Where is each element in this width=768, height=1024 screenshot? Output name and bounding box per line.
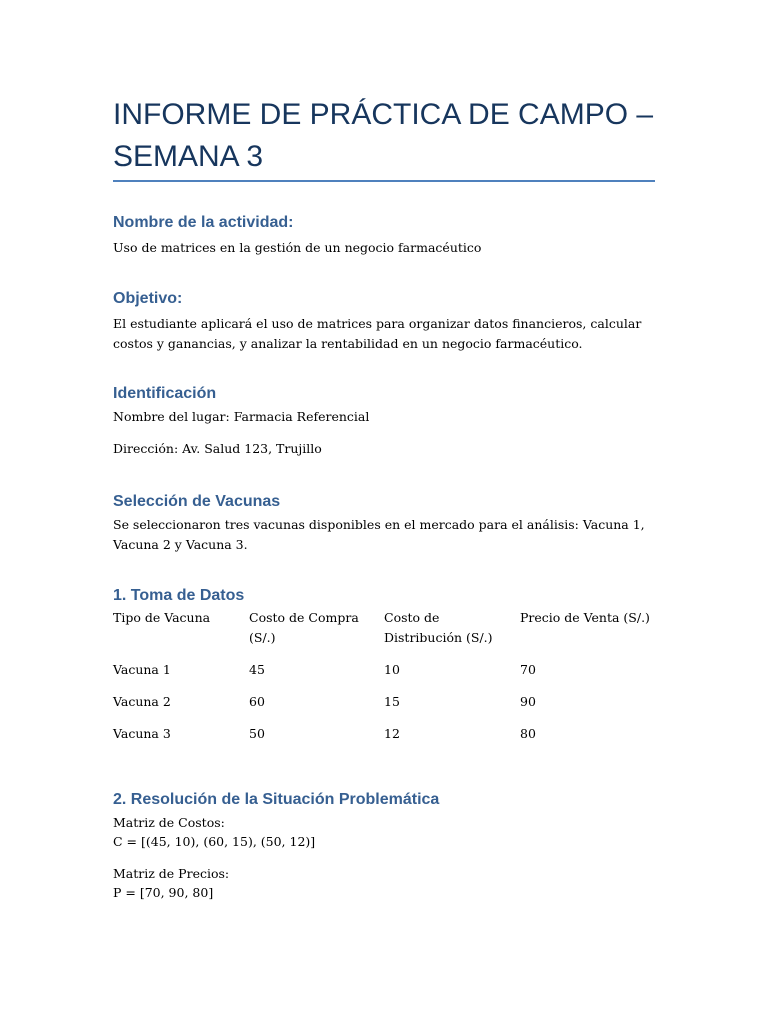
table-cell: 15 [384, 694, 400, 709]
table-cell: 70 [520, 662, 536, 677]
heading-toma-datos: 1. Toma de Datos [113, 587, 245, 604]
heading-objetivo: Objetivo: [113, 290, 183, 307]
text-actividad: Uso de matrices en la gestión de un negocio farmacéutico [113, 240, 482, 255]
table-cell: 90 [520, 694, 536, 709]
table-cell: 12 [384, 726, 400, 741]
table-cell: Vacuna 2 [113, 694, 171, 709]
table-header-cell: Costo de Distribución (S/.) [384, 610, 493, 645]
text-costos-value: C = [(45, 10), (60, 15), (50, 12)] [113, 834, 316, 849]
text-costos-label: Matriz de Costos: [113, 815, 225, 830]
heading-identificacion: Identificación [113, 385, 217, 402]
title-underline [113, 180, 655, 182]
heading-vacunas: Selección de Vacunas [113, 493, 281, 510]
text-lugar: Nombre del lugar: Farmacia Referencial [113, 409, 370, 424]
text-precios-value: P = [70, 90, 80] [113, 885, 214, 900]
table-cell: 50 [249, 726, 265, 741]
table-header-row [113, 608, 655, 660]
table-row [113, 724, 655, 756]
table-cell: Vacuna 3 [113, 726, 171, 741]
title-line-1: INFORME DE PRÁCTICA DE CAMPO – [113, 98, 654, 131]
table-cell: 80 [520, 726, 536, 741]
table-header-cell: Tipo de Vacuna [113, 610, 211, 625]
data-table [113, 608, 655, 756]
table-header-cell: Precio de Venta (S/.) [520, 610, 650, 625]
table-cell: Vacuna 1 [113, 662, 171, 677]
table-row [113, 660, 655, 692]
heading-resolucion: 2. Resolución de la Situación Problemática [113, 791, 440, 808]
text-vacunas: Se seleccionaron tres vacunas disponibles en el mercado para el análisis: Vacuna 1, Vacuna 2 y Vacuna 3. [113, 517, 645, 552]
table-cell: 10 [384, 662, 400, 677]
title-line-2: SEMANA 3 [113, 140, 264, 173]
text-objetivo: El estudiante aplicará el uso de matrices para organizar datos financieros, calcular costos y ganancias, y analizar la rentabilidad en un negocio farmacéutico. [113, 316, 642, 351]
text-precios-label: Matriz de Precios: [113, 866, 230, 881]
table-header-cell: Costo de Compra (S/.) [249, 610, 359, 645]
document-title [113, 94, 655, 178]
heading-actividad: Nombre de la actividad: [113, 214, 294, 231]
table-cell: 45 [249, 662, 265, 677]
text-direccion: Dirección: Av. Salud 123, Trujillo [113, 441, 322, 456]
table-row [113, 692, 655, 724]
table-cell: 60 [249, 694, 265, 709]
